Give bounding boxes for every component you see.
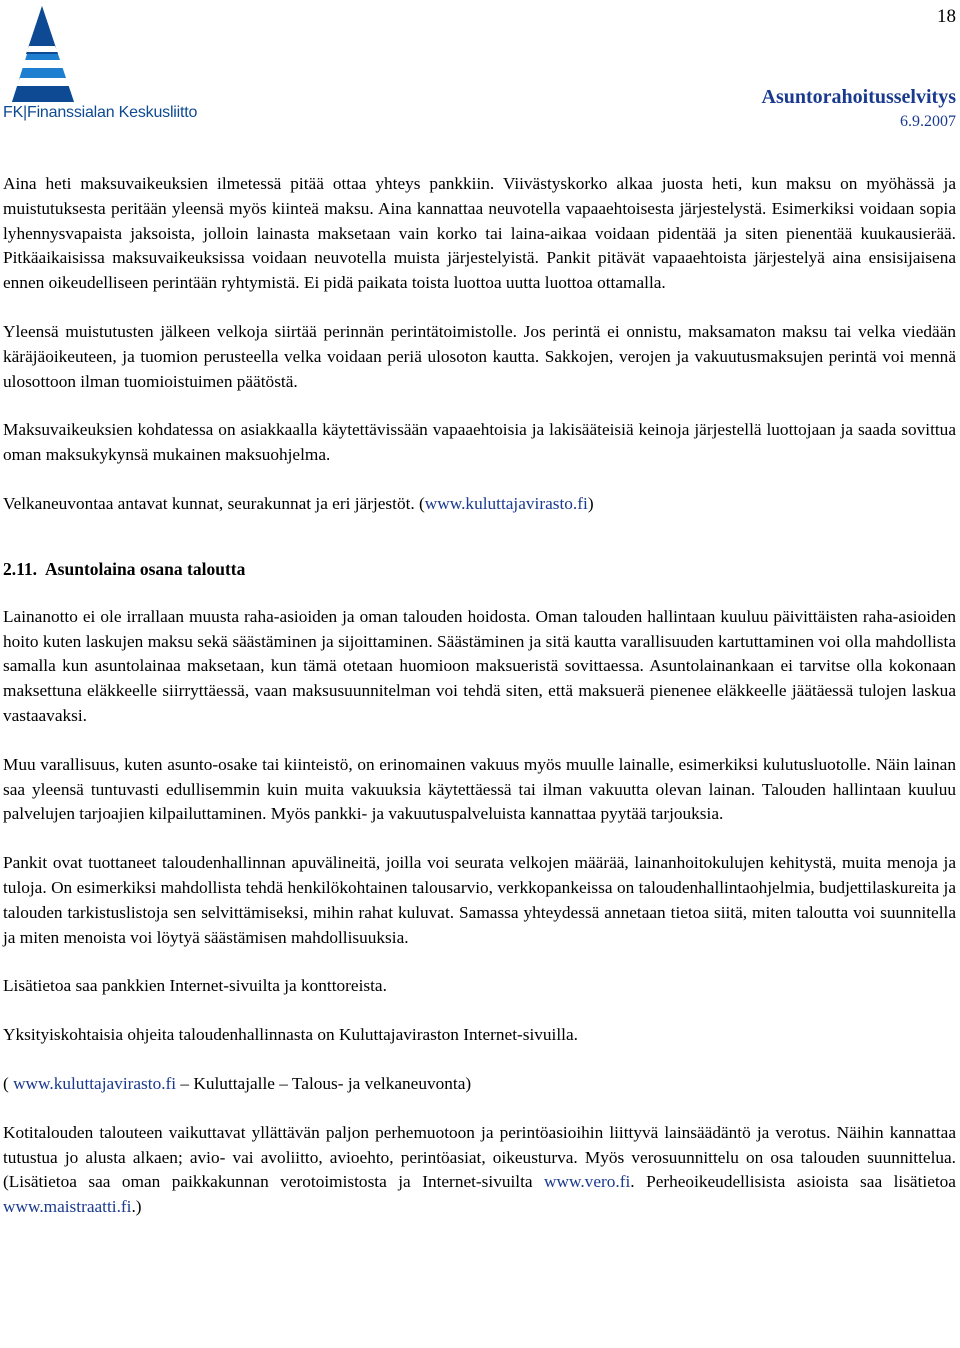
document-date: 6.9.2007 — [900, 113, 956, 130]
paragraph: Yleensä muistutusten jälkeen velkoja siirtää perinnän perintätoimistolle. Jos perintä ei onnistu, maksamaton maksu tai velka viedään käräjäoikeuteen, ja tuomion perusteella velka voidaan periä ulosoton kautta. Sakkojen, verojen ja vakuutusmaksujen perintä voi mennä ulosottoon ilman tuomioistuimen päätöstä. — [3, 321, 956, 391]
vero-link[interactable]: www.vero.fi — [544, 1172, 631, 1192]
paragraph — [3, 492, 956, 517]
section-heading — [3, 557, 956, 581]
logo-text: FK|Finanssialan Keskusliitto — [3, 104, 198, 121]
paragraph — [3, 1121, 956, 1220]
kuluttajavirasto-link[interactable]: www.kuluttajavirasto.fi — [13, 1073, 177, 1093]
maistraatti-link[interactable]: www.maistraatti.fi — [3, 1197, 132, 1217]
paragraph-text: Velkaneuvontaa antavat kunnat, seurakunnat ja eri järjestöt. ( — [3, 493, 425, 513]
paragraph: Maksuvaikeuksien kohdatessa on asiakkaalla käytettävissään vapaaehtoisia ja lakisääteisiä keinoja järjestellä luottojaan ja saada sovittua oman maksukykynsä mukainen maksuohjelma. — [3, 420, 956, 465]
paragraph: Pankit ovat tuottaneet taloudenhallinnan apuvälineitä, joilla voi seurata velkojen määrää, lainanhoitokulujen kehitystä, muita menoja ja tuloja. On esimerkiksi mahdollista tehdä henkilökohtainen talousarvio, verkkopankeissa on taloudenhallintaohjelmia, budjettilaskureita ja talouden tarkistuslistoja sen selvittämiseksi, mihin rahat kuluvat. Samassa yhteydessä annetaan tietoa siitä, miten taloutta voi suunnitella ja miten menoista voi löytyä säästämisen mahdollisuuksia. — [3, 853, 956, 947]
document-title: Asuntorahoitusselvitys — [761, 86, 956, 108]
paragraph — [3, 1072, 956, 1097]
paragraph: Aina heti maksuvaikeuksien ilmetessä pitää ottaa yhteys pankkiin. Viivästyskorko alkaa juosta heti, kun maksu on myöhässä ja muistutuksesta peritään yleensä myös kiinteä maksu. Aina kannattaa neuvotella vapaaehtoisesta järjestelystä. Esimerkiksi voidaan sopia lyhennysvapaista jaksoista, jolloin lainasta maksetaan vain korko tai laina-aikaa voidaan pidentää ja siten pienentää kuukausierää. Pitkäaikaisissa maksuvaikeuksissa voidaan neuvotella muista järjestelyistä. Pankit pitävät vapaaehtoista järjestelyä aina ensisijaisena ennen oikeudelliseen perintään ryhtymistä. Ei pidä paikata toista luottoa uutta luottoa ottamalla. — [3, 174, 956, 293]
paragraph: Muu varallisuus, kuten asunto-osake tai kiinteistö, on erinomainen vakuus myös muulle lainalle, esimerkiksi kulutusluotolle. Näin lainan saa yleensä tuntuvasti edullisemmin kuin muita vakuuksia käytettäessä tai ilman vakuutta olevan lainan. Talouden hallintaan kuuluu palvelujen tarjoajien kilpailuttaminen. Myös pankki- ja vakuutuspalveluista kannattaa pyytää tarjouksia. — [3, 754, 956, 824]
paragraph-text: .) — [131, 1197, 142, 1217]
section-number: 2.11. — [3, 558, 38, 579]
kuluttajavirasto-link[interactable]: www.kuluttajavirasto.fi — [424, 493, 588, 513]
paragraph-text: ( — [3, 1073, 14, 1093]
section-title: Asuntolaina osana taloutta — [45, 558, 246, 579]
paragraph: Lisätietoa saa pankkien Internet-sivuilta ja konttoreista. — [3, 976, 387, 996]
paragraph-text: Kotitalouden talouteen vaikuttavat yllättävän paljon perhemuotoon ja perintöasioihin liittyvä lainsäädäntö ja verotus. Näihin kannattaa tutustua jo alusta alkaen; avio- vai avoliitto, avioehto, perintöasiat, oikeusturva. Myös verosuunnittelu on osa talouden suunnittelua. (Lisätietoa saa oman paikkakunnan verotoimistosta ja Internet-sivuilta — [3, 1122, 956, 1192]
paragraph-text: – Kuluttajalle – Talous- ja velkaneuvonta) — [176, 1073, 472, 1093]
paragraph: Lainanotto ei ole irrallaan muusta raha-asioiden ja oman talouden hoidosta. Oman talouden hallintaan kuuluu päivittäisten raha-asioiden hoito kuten laskujen maksu sekä säästäminen ja sijoittaminen. Säästäminen ja sitä kautta varallisuuden kartuttaminen voi olla mahdollista samalla kun asuntolainaa maksetaan, kun tämä otetaan huomioon maksueristä sovittaessa. Asuntolainankaan ei tarvitse olla kokonaan maksettuna eläkkeelle siirryttäessä, vaan maksusuunnitelman voi tehdä siten, että maksuerä pienenee eläkkeelle jäätäessä tulojen laskua vastaavaksi. — [3, 606, 956, 725]
page-number: 18 — [937, 6, 956, 27]
paragraph: Yksityiskohtaisia ohjeita taloudenhallinnasta on Kuluttajaviraston Internet-sivuilla. — [3, 1025, 578, 1045]
paragraph-text: . Perheoikeudellisista asioista saa lisätietoa — [630, 1172, 956, 1192]
paragraph-text: ) — [587, 493, 594, 513]
document-body — [3, 172, 956, 1220]
